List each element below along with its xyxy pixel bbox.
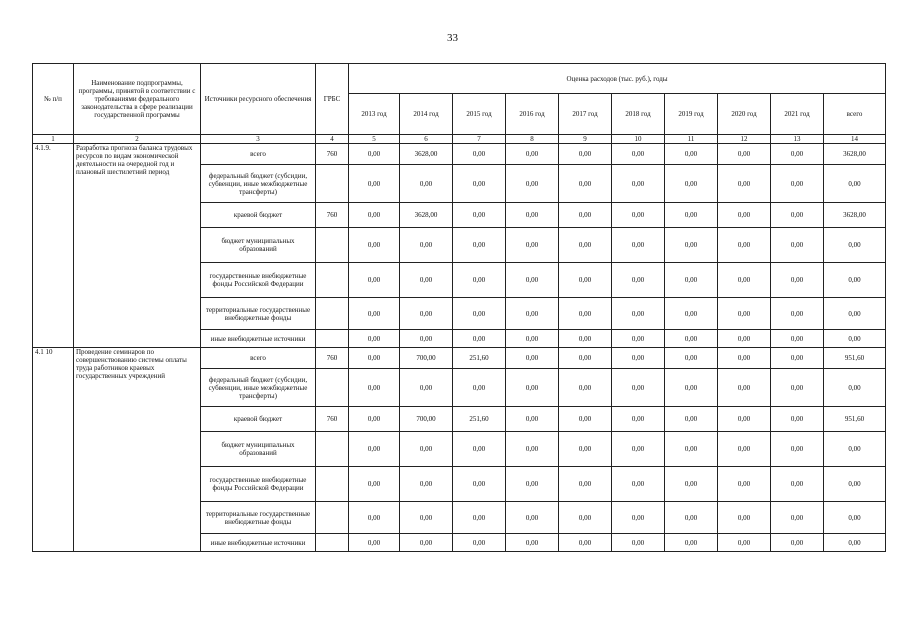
amount-cell: 0,00 — [453, 330, 506, 348]
amount-cell: 0,00 — [506, 298, 559, 330]
header-source: Источники ресурсного обеспечения — [201, 64, 316, 135]
column-number: 5 — [349, 135, 400, 144]
amount-cell: 0,00 — [506, 263, 559, 298]
amount-cell: 0,00 — [665, 203, 718, 228]
amount-cell: 0,00 — [506, 369, 559, 407]
amount-cell: 0,00 — [349, 467, 400, 502]
amount-cell: 0,00 — [506, 534, 559, 552]
amount-cell: 0,00 — [665, 330, 718, 348]
header-year: 2020 год — [718, 94, 771, 135]
amount-cell: 0,00 — [665, 534, 718, 552]
header-year: 2015 год — [453, 94, 506, 135]
amount-cell: 0,00 — [824, 330, 886, 348]
grbs-code — [316, 263, 349, 298]
amount-cell: 0,00 — [506, 228, 559, 263]
column-number: 12 — [718, 135, 771, 144]
item-index: 4.1.9. — [33, 144, 74, 348]
amount-cell: 0,00 — [506, 165, 559, 203]
amount-cell: 0,00 — [559, 263, 612, 298]
header-estimate: Оценка расходов (тыс. руб.), годы — [349, 64, 886, 94]
column-number: 2 — [74, 135, 201, 144]
amount-cell: 0,00 — [453, 228, 506, 263]
amount-cell: 0,00 — [400, 502, 453, 534]
amount-cell: 0,00 — [718, 407, 771, 432]
amount-cell: 951,60 — [824, 407, 886, 432]
column-number: 11 — [665, 135, 718, 144]
amount-cell: 0,00 — [612, 467, 665, 502]
header-year: 2014 год — [400, 94, 453, 135]
amount-cell: 3628,00 — [400, 144, 453, 165]
amount-cell: 0,00 — [718, 369, 771, 407]
amount-cell: 0,00 — [559, 144, 612, 165]
amount-cell: 0,00 — [612, 228, 665, 263]
amount-cell: 0,00 — [612, 203, 665, 228]
amount-cell: 0,00 — [349, 144, 400, 165]
amount-cell: 0,00 — [559, 502, 612, 534]
amount-cell: 0,00 — [349, 165, 400, 203]
amount-cell: 0,00 — [453, 165, 506, 203]
amount-cell: 0,00 — [718, 432, 771, 467]
amount-cell: 0,00 — [771, 228, 824, 263]
column-number: 8 — [506, 135, 559, 144]
amount-cell: 0,00 — [771, 432, 824, 467]
amount-cell: 0,00 — [453, 369, 506, 407]
funding-source: государственные внебюджетные фонды Российской Федерации — [201, 467, 316, 502]
funding-source: федеральный бюджет (субсидии, субвенции, иные межбюджетные трансферты) — [201, 369, 316, 407]
amount-cell: 0,00 — [612, 432, 665, 467]
amount-cell: 0,00 — [559, 203, 612, 228]
amount-cell: 0,00 — [824, 228, 886, 263]
amount-cell: 0,00 — [400, 432, 453, 467]
amount-cell: 951,60 — [824, 348, 886, 369]
amount-cell: 0,00 — [612, 298, 665, 330]
amount-cell: 0,00 — [718, 467, 771, 502]
amount-cell: 0,00 — [400, 298, 453, 330]
funding-source: краевой бюджет — [201, 203, 316, 228]
grbs-code: 760 — [316, 407, 349, 432]
amount-cell: 0,00 — [559, 467, 612, 502]
funding-source: государственные внебюджетные фонды Российской Федерации — [201, 263, 316, 298]
amount-cell: 700,00 — [400, 407, 453, 432]
amount-cell: 0,00 — [824, 165, 886, 203]
amount-cell: 0,00 — [559, 330, 612, 348]
amount-cell: 0,00 — [771, 348, 824, 369]
amount-cell: 0,00 — [453, 144, 506, 165]
amount-cell: 0,00 — [771, 298, 824, 330]
table-row — [33, 144, 886, 165]
expenditure-table — [32, 63, 886, 552]
amount-cell: 0,00 — [349, 534, 400, 552]
amount-cell: 0,00 — [824, 467, 886, 502]
funding-source: иные внебюджетные источники — [201, 534, 316, 552]
amount-cell: 0,00 — [559, 534, 612, 552]
amount-cell: 0,00 — [665, 144, 718, 165]
amount-cell: 0,00 — [349, 263, 400, 298]
amount-cell: 0,00 — [349, 502, 400, 534]
item-name: Проведение семинаров по совершенствованию системы оплаты труда работников краевых государственных учреждений — [74, 348, 201, 552]
column-number: 4 — [316, 135, 349, 144]
amount-cell: 0,00 — [771, 330, 824, 348]
amount-cell: 0,00 — [612, 502, 665, 534]
amount-cell: 0,00 — [665, 348, 718, 369]
amount-cell: 0,00 — [400, 263, 453, 298]
funding-source: всего — [201, 348, 316, 369]
page-number: 33 — [447, 32, 458, 44]
amount-cell: 0,00 — [824, 502, 886, 534]
amount-cell: 0,00 — [400, 165, 453, 203]
amount-cell: 0,00 — [771, 502, 824, 534]
item-name: Разработка прогноза баланса трудовых ресурсов по видам экономической деятельности на очередной год и плановый шестилетний период — [74, 144, 201, 348]
amount-cell: 0,00 — [559, 407, 612, 432]
amount-cell: 0,00 — [506, 144, 559, 165]
amount-cell: 3628,00 — [400, 203, 453, 228]
grbs-code: 760 — [316, 348, 349, 369]
amount-cell: 0,00 — [771, 407, 824, 432]
amount-cell: 0,00 — [718, 165, 771, 203]
amount-cell: 0,00 — [665, 467, 718, 502]
header-year: 2013 год — [349, 94, 400, 135]
header-year: 2018 год — [612, 94, 665, 135]
amount-cell: 0,00 — [453, 534, 506, 552]
amount-cell: 0,00 — [453, 467, 506, 502]
grbs-code — [316, 330, 349, 348]
amount-cell: 0,00 — [718, 348, 771, 369]
amount-cell: 0,00 — [718, 228, 771, 263]
funding-source: федеральный бюджет (субсидии, субвенции, иные межбюджетные трансферты) — [201, 165, 316, 203]
amount-cell: 0,00 — [665, 369, 718, 407]
grbs-code — [316, 534, 349, 552]
amount-cell: 0,00 — [506, 203, 559, 228]
funding-source: бюджет муниципальных образований — [201, 228, 316, 263]
amount-cell: 0,00 — [665, 165, 718, 203]
amount-cell: 0,00 — [506, 407, 559, 432]
amount-cell: 0,00 — [718, 263, 771, 298]
grbs-code — [316, 369, 349, 407]
amount-cell: 0,00 — [824, 534, 886, 552]
column-number: 14 — [824, 135, 886, 144]
amount-cell: 0,00 — [824, 432, 886, 467]
grbs-code: 760 — [316, 203, 349, 228]
grbs-code — [316, 165, 349, 203]
amount-cell: 0,00 — [771, 369, 824, 407]
grbs-code: 760 — [316, 144, 349, 165]
column-number: 1 — [33, 135, 74, 144]
funding-source: краевой бюджет — [201, 407, 316, 432]
column-number: 13 — [771, 135, 824, 144]
amount-cell: 0,00 — [771, 263, 824, 298]
amount-cell: 0,00 — [400, 228, 453, 263]
amount-cell: 0,00 — [718, 330, 771, 348]
amount-cell: 0,00 — [349, 228, 400, 263]
amount-cell: 0,00 — [349, 432, 400, 467]
amount-cell: 0,00 — [824, 263, 886, 298]
amount-cell: 0,00 — [771, 534, 824, 552]
amount-cell: 0,00 — [349, 407, 400, 432]
amount-cell: 0,00 — [453, 298, 506, 330]
grbs-code — [316, 432, 349, 467]
header-name: Наименование подпрограммы, программы, принятой в соответствии с требованиями федерального законодательства в сфере реализации государственной программы — [74, 64, 201, 135]
amount-cell: 0,00 — [612, 369, 665, 407]
header-year: 2016 год — [506, 94, 559, 135]
funding-source: территориальные государственные внебюджетные фонды — [201, 298, 316, 330]
amount-cell: 0,00 — [665, 432, 718, 467]
column-number: 9 — [559, 135, 612, 144]
amount-cell: 0,00 — [718, 298, 771, 330]
amount-cell: 251,60 — [453, 348, 506, 369]
amount-cell: 0,00 — [506, 330, 559, 348]
amount-cell: 0,00 — [559, 298, 612, 330]
column-number: 6 — [400, 135, 453, 144]
amount-cell: 0,00 — [665, 502, 718, 534]
grbs-code — [316, 228, 349, 263]
amount-cell: 0,00 — [349, 330, 400, 348]
amount-cell: 0,00 — [453, 203, 506, 228]
amount-cell: 0,00 — [824, 298, 886, 330]
amount-cell: 0,00 — [612, 144, 665, 165]
column-number: 10 — [612, 135, 665, 144]
column-number: 3 — [201, 135, 316, 144]
header-year: 2019 год — [665, 94, 718, 135]
amount-cell: 0,00 — [400, 534, 453, 552]
amount-cell: 3628,00 — [824, 144, 886, 165]
header-grbs: ГРБС — [316, 64, 349, 135]
amount-cell: 0,00 — [506, 432, 559, 467]
amount-cell: 0,00 — [771, 467, 824, 502]
amount-cell: 0,00 — [771, 165, 824, 203]
item-index: 4.1 10 — [33, 348, 74, 552]
funding-source: всего — [201, 144, 316, 165]
header-year: 2021 год — [771, 94, 824, 135]
amount-cell: 0,00 — [612, 348, 665, 369]
grbs-code — [316, 502, 349, 534]
amount-cell: 0,00 — [665, 263, 718, 298]
amount-cell: 0,00 — [612, 407, 665, 432]
funding-source: территориальные государственные внебюджетные фонды — [201, 502, 316, 534]
amount-cell: 0,00 — [559, 165, 612, 203]
amount-cell: 0,00 — [559, 348, 612, 369]
amount-cell: 0,00 — [771, 144, 824, 165]
amount-cell: 0,00 — [453, 502, 506, 534]
amount-cell: 0,00 — [349, 369, 400, 407]
amount-cell: 0,00 — [453, 263, 506, 298]
amount-cell: 0,00 — [506, 502, 559, 534]
amount-cell: 0,00 — [771, 203, 824, 228]
amount-cell: 0,00 — [718, 203, 771, 228]
funding-source: бюджет муниципальных образований — [201, 432, 316, 467]
amount-cell: 0,00 — [824, 369, 886, 407]
amount-cell: 0,00 — [612, 534, 665, 552]
amount-cell: 0,00 — [718, 144, 771, 165]
amount-cell: 251,60 — [453, 407, 506, 432]
amount-cell: 0,00 — [349, 298, 400, 330]
table-row — [33, 348, 886, 369]
amount-cell: 0,00 — [400, 330, 453, 348]
header-year: всего — [824, 94, 886, 135]
amount-cell: 0,00 — [453, 432, 506, 467]
amount-cell: 0,00 — [665, 298, 718, 330]
amount-cell: 0,00 — [506, 348, 559, 369]
column-number: 7 — [453, 135, 506, 144]
amount-cell: 0,00 — [718, 534, 771, 552]
amount-cell: 0,00 — [559, 432, 612, 467]
amount-cell: 0,00 — [559, 228, 612, 263]
header-year: 2017 год — [559, 94, 612, 135]
amount-cell: 0,00 — [612, 263, 665, 298]
amount-cell: 0,00 — [612, 330, 665, 348]
amount-cell: 0,00 — [400, 467, 453, 502]
funding-source: иные внебюджетные источники — [201, 330, 316, 348]
amount-cell: 0,00 — [400, 369, 453, 407]
amount-cell: 700,00 — [400, 348, 453, 369]
amount-cell: 0,00 — [349, 203, 400, 228]
amount-cell: 0,00 — [349, 348, 400, 369]
grbs-code — [316, 298, 349, 330]
amount-cell: 0,00 — [506, 467, 559, 502]
amount-cell: 0,00 — [665, 228, 718, 263]
grbs-code — [316, 467, 349, 502]
header-no: № п/п — [33, 64, 74, 135]
amount-cell: 0,00 — [665, 407, 718, 432]
amount-cell: 3628,00 — [824, 203, 886, 228]
amount-cell: 0,00 — [559, 369, 612, 407]
amount-cell: 0,00 — [718, 502, 771, 534]
amount-cell: 0,00 — [612, 165, 665, 203]
